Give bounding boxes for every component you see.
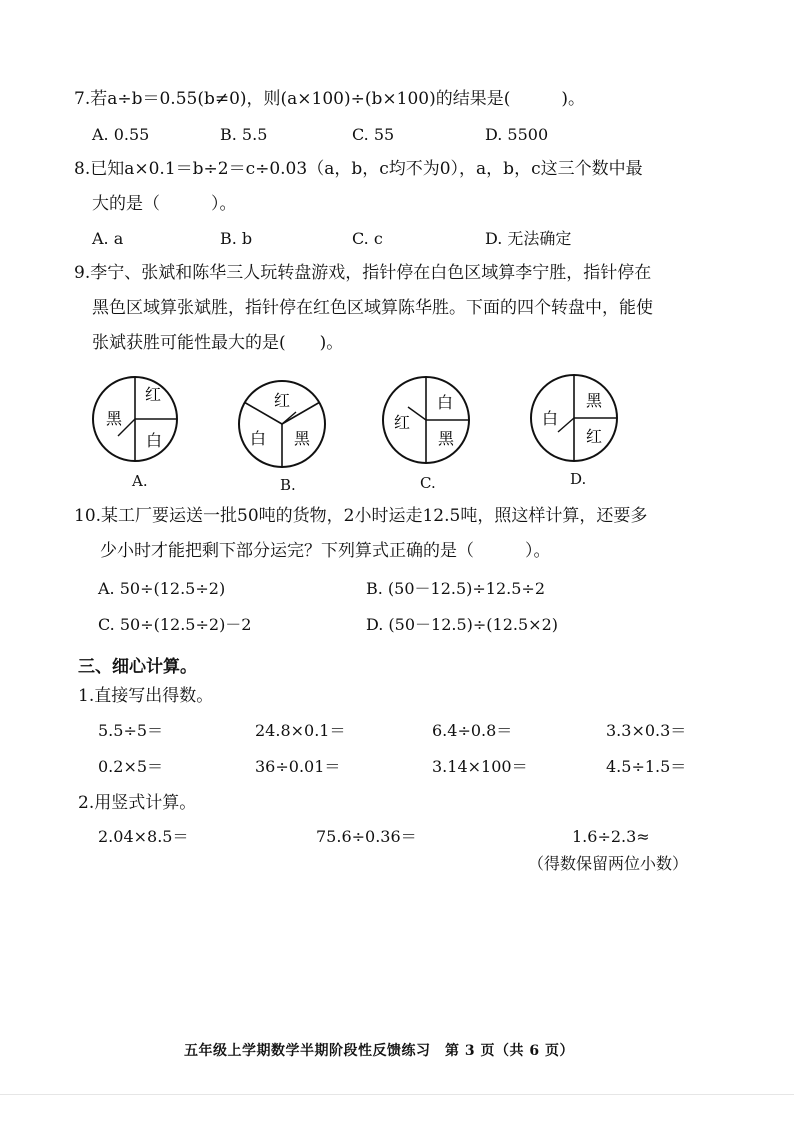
q8-stem-line2: 大的是（ ）。 <box>92 194 237 214</box>
section3-title: 三、细心计算。 <box>78 657 197 677</box>
q7-option-b: B. 5.5 <box>220 125 268 144</box>
q10-option-d: D. (50－12.5)÷(12.5×2) <box>366 615 559 634</box>
spinner-a <box>90 374 180 464</box>
q8-stem-line1: 8.已知a×0.1＝b÷2＝c÷0.03（a，b，c均不为0），a，b，c这三个数中最 <box>74 159 643 179</box>
spinner-b-sector-black: 黑 <box>293 429 311 448</box>
q8-option-d: D. 无法确定 <box>485 229 572 248</box>
calc-r2-c2: 36÷0.01＝ <box>255 757 341 776</box>
spinner-d-sector-white: 白 <box>541 409 559 428</box>
spinner-a-sector-black: 黑 <box>105 409 123 428</box>
spinner-d <box>528 372 620 464</box>
q9-stem-line1: 9.李宁、张斌和陈华三人玩转盘游戏，指针停在白色区域算李宁胜，指针停在 <box>74 263 652 283</box>
calc-r2-c3: 3.14×100＝ <box>432 757 528 776</box>
q10-stem-line2: 少小时才能把剩下部分运完？下列算式正确的是（ ）。 <box>100 541 551 561</box>
spinner-a-sector-red: 红 <box>144 385 162 404</box>
vertical-calc-1: 2.04×8.5＝ <box>98 827 189 846</box>
spinner-c-sector-black: 黑 <box>437 429 455 448</box>
q7-option-a: A. 0.55 <box>92 125 150 144</box>
calc-r1-c1: 5.5÷5＝ <box>98 721 164 740</box>
calc-r2-c4: 4.5÷1.5＝ <box>606 757 687 776</box>
spinner-d-sector-red: 红 <box>585 427 603 446</box>
vertical-calc-3: 1.6÷2.3≈ <box>572 827 650 846</box>
calc-r1-c3: 6.4÷0.8＝ <box>432 721 513 740</box>
section3-part2-title: 2.用竖式计算。 <box>78 793 197 813</box>
page-footer: 五年级上学期数学半期阶段性反馈练习 第 3 页（共 6 页） <box>184 1043 574 1059</box>
q8-option-a: A. a <box>92 229 124 248</box>
q9-stem-line3: 张斌获胜可能性最大的是( )。 <box>92 333 344 353</box>
q10-option-a: A. 50÷(12.5÷2) <box>98 579 226 598</box>
spinner-c-label: C. <box>420 474 436 492</box>
spinner-b-label: B. <box>280 476 296 494</box>
spinner-d-sector-black: 黑 <box>585 391 603 410</box>
q8-option-b: B. b <box>220 229 253 248</box>
spinner-b-sector-white: 白 <box>249 429 267 448</box>
q9-stem-line2: 黑色区域算张斌胜，指针停在红色区域算陈华胜。下面的四个转盘中，能使 <box>92 298 653 318</box>
calc-r2-c1: 0.2×5＝ <box>98 757 164 776</box>
q10-option-b: B. (50－12.5)÷12.5÷2 <box>366 579 546 598</box>
spinner-d-label: D. <box>570 470 587 488</box>
spinner-a-sector-white: 白 <box>145 431 163 450</box>
spinner-c-sector-white: 白 <box>436 393 454 412</box>
q7-option-d: D. 5500 <box>485 125 549 144</box>
page-divider <box>0 1094 794 1095</box>
calc-r1-c2: 24.8×0.1＝ <box>255 721 346 740</box>
spinner-c <box>380 374 472 466</box>
spinner-c-sector-red: 红 <box>393 413 411 432</box>
q8-option-c: C. c <box>352 229 383 248</box>
spinner-a-label: A. <box>132 472 148 490</box>
q10-stem-line1: 10.某工厂要运送一批50吨的货物，2小时运走12.5吨，照这样计算，还要多 <box>74 506 648 526</box>
vertical-calc-2: 75.6÷0.36＝ <box>316 827 417 846</box>
spinner-b-sector-red: 红 <box>273 391 291 410</box>
spinner-b <box>236 378 328 470</box>
q10-option-c: C. 50÷(12.5÷2)－2 <box>98 615 252 634</box>
rounding-note: （得数保留两位小数） <box>528 854 689 873</box>
section3-part1-title: 1.直接写出得数。 <box>78 686 214 706</box>
q7-option-c: C. 55 <box>352 125 395 144</box>
q7-stem: 7.若a÷b＝0.55(b≠0)，则(a×100)÷(b×100)的结果是( )。 <box>74 89 585 109</box>
calc-r1-c4: 3.3×0.3＝ <box>606 721 687 740</box>
